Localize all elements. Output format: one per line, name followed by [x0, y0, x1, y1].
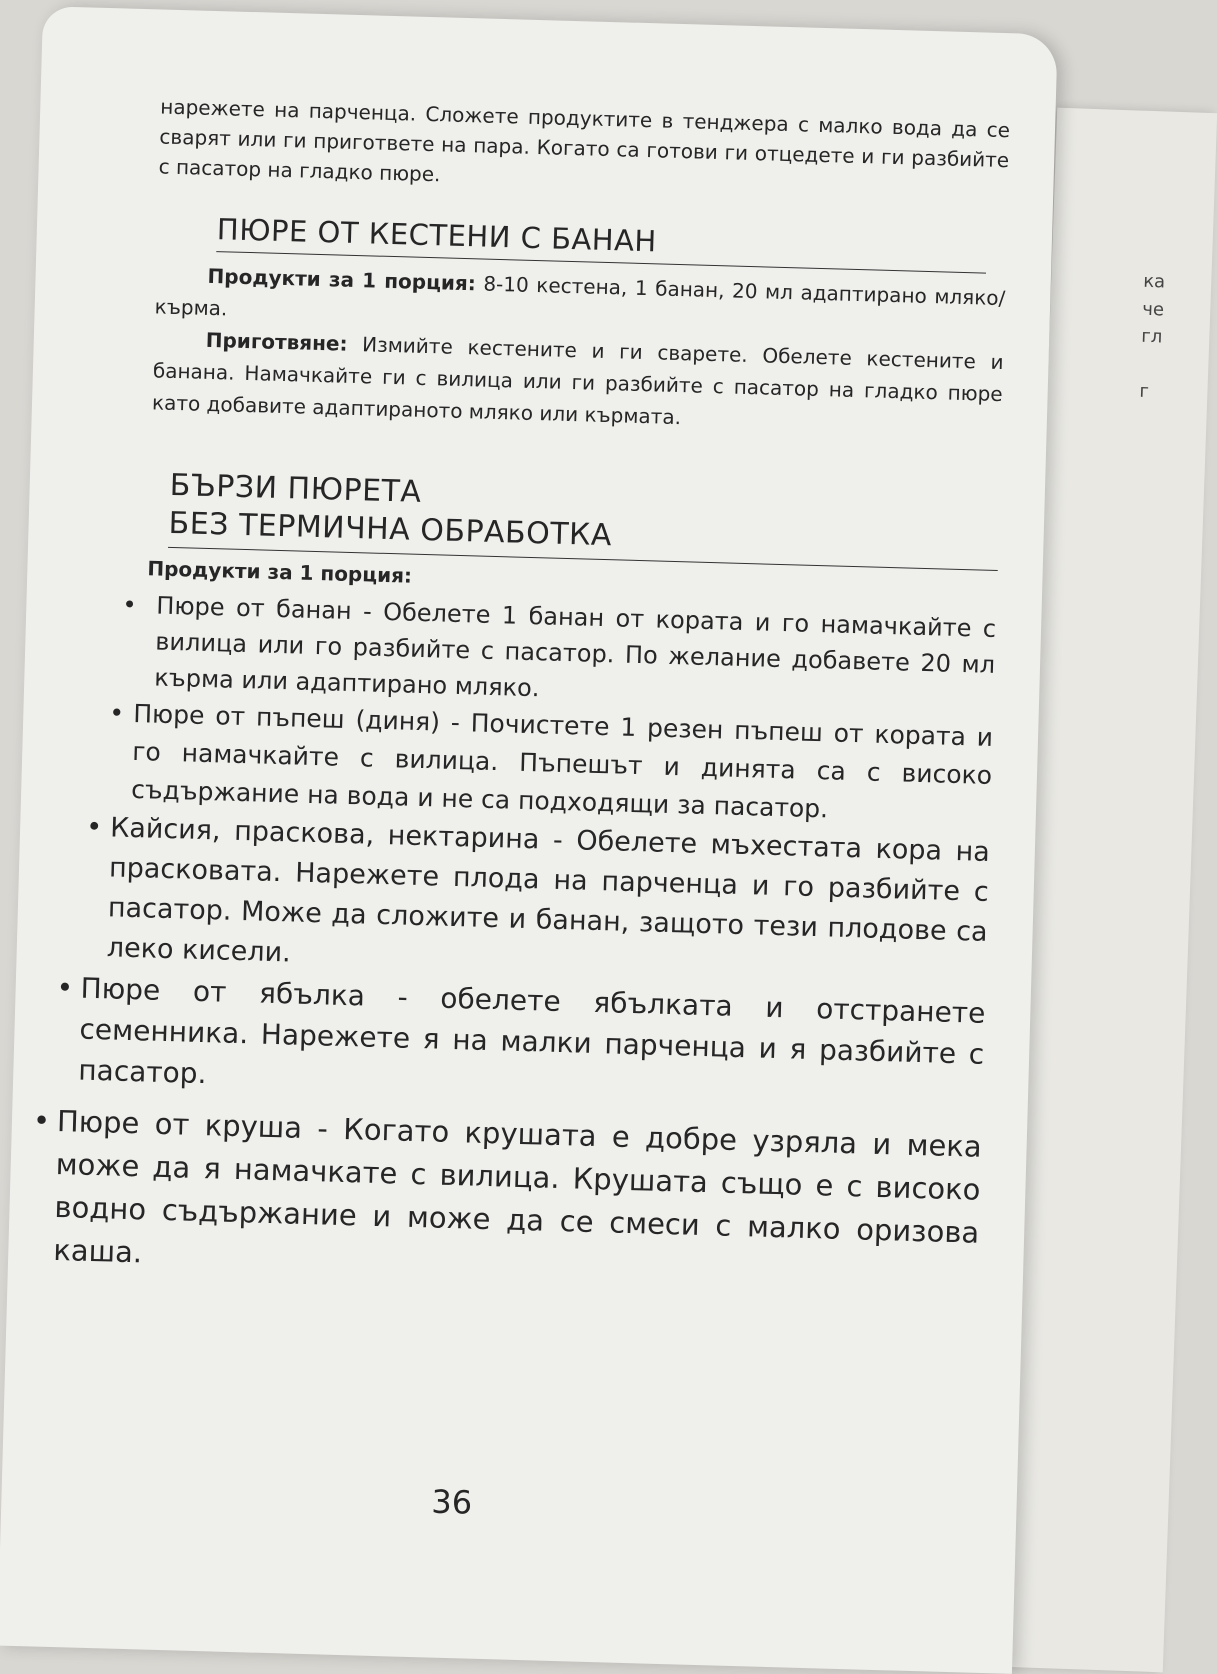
- list-item-text: Пюре от пъпеш (диня) - Почистете 1 резен пъпеш от кората и го намачкайте с вилица. Пъпешът и динята са с високо съдържание на вода и не са подходящи за пасатор.: [130, 698, 994, 824]
- chestnut-recipe: [152, 258, 1006, 442]
- products-label: Продукти за 1 порция:: [147, 556, 413, 588]
- bullet-icon: •: [32, 1103, 51, 1138]
- bullet-icon: •: [56, 970, 74, 1005]
- adjacent-page-fragment: г: [1139, 380, 1150, 403]
- preparation-text: Измийте кестените и ги сварете. Обелете кестените и банана. Намачкайте ги с вилица или ги разбийте с пасатор на гладко пюре като добавите адаптираното мляко или кърмата.: [151, 331, 1004, 430]
- list-item-text: Кайсия, праскова, нектарина - Обелете мъхестата кора на прасковата. Нарежете плода на парченца и го разбийте с пасатор. Може да сложите и банан, защото тези плодове са леко кисели.: [106, 812, 991, 969]
- list-item: [85, 808, 991, 993]
- section-title-line: БЪРЗИ ПЮРЕТА: [169, 467, 422, 510]
- list-item-text: Пюре от банан - Обелете 1 банан от кората и го намачкайте с вилица или го разбийте с пасатор. По желание добавете 20 мл кърма или адаптирано мляко.: [154, 591, 997, 703]
- list-item-text: Пюре от ябълка - обелете ябълката и отстранете семенника. Нарежете я на малки парченца и я разбийте с пасатор.: [77, 971, 986, 1091]
- section-title-line: БЕЗ ТЕРМИЧНА ОБРАБОТКА: [168, 505, 613, 554]
- adjacent-page-fragment: гл: [1140, 325, 1163, 348]
- page-content: [32, 91, 1011, 1297]
- book-page: [0, 6, 1058, 1674]
- bullet-icon: •: [85, 811, 103, 844]
- section-title-quick-purees: [168, 467, 1000, 571]
- products-text: 8-10 кестена, 1 банан, 20 мл адаптирано мляко/кърма.: [154, 271, 1006, 321]
- intro-paragraph: нарежете на парченца. Сложете продуктите в тенджера с малко вода да се сварят или ги пригответе на пара. Когато са готови ги отцедете и ги разбийте с пасатор на гладко пюре.: [158, 94, 1011, 187]
- list-item-text: Пюре от круша - Когато крушата е добре узряла и мека може да я намачкате с вилица. Крушата също е с високо водно съдържание и може да се смеси с малко оризова каша.: [52, 1103, 983, 1270]
- products-label: Продукти за 1 порция:: [207, 263, 477, 296]
- adjacent-page-fragment: че: [1141, 298, 1165, 321]
- bullet-icon: •: [108, 698, 125, 728]
- adjacent-page-fragment: ка: [1142, 270, 1166, 293]
- puree-list: [32, 587, 997, 1297]
- section-title-chestnut-banana: ПЮРЕ ОТ КЕСТЕНИ С БАНАН: [216, 211, 987, 273]
- preparation-label: Приготвяне:: [205, 327, 348, 356]
- bullet-icon: •: [122, 590, 137, 619]
- page-number: 36: [430, 1482, 473, 1522]
- list-item: [32, 1100, 983, 1298]
- list-item: [56, 968, 986, 1116]
